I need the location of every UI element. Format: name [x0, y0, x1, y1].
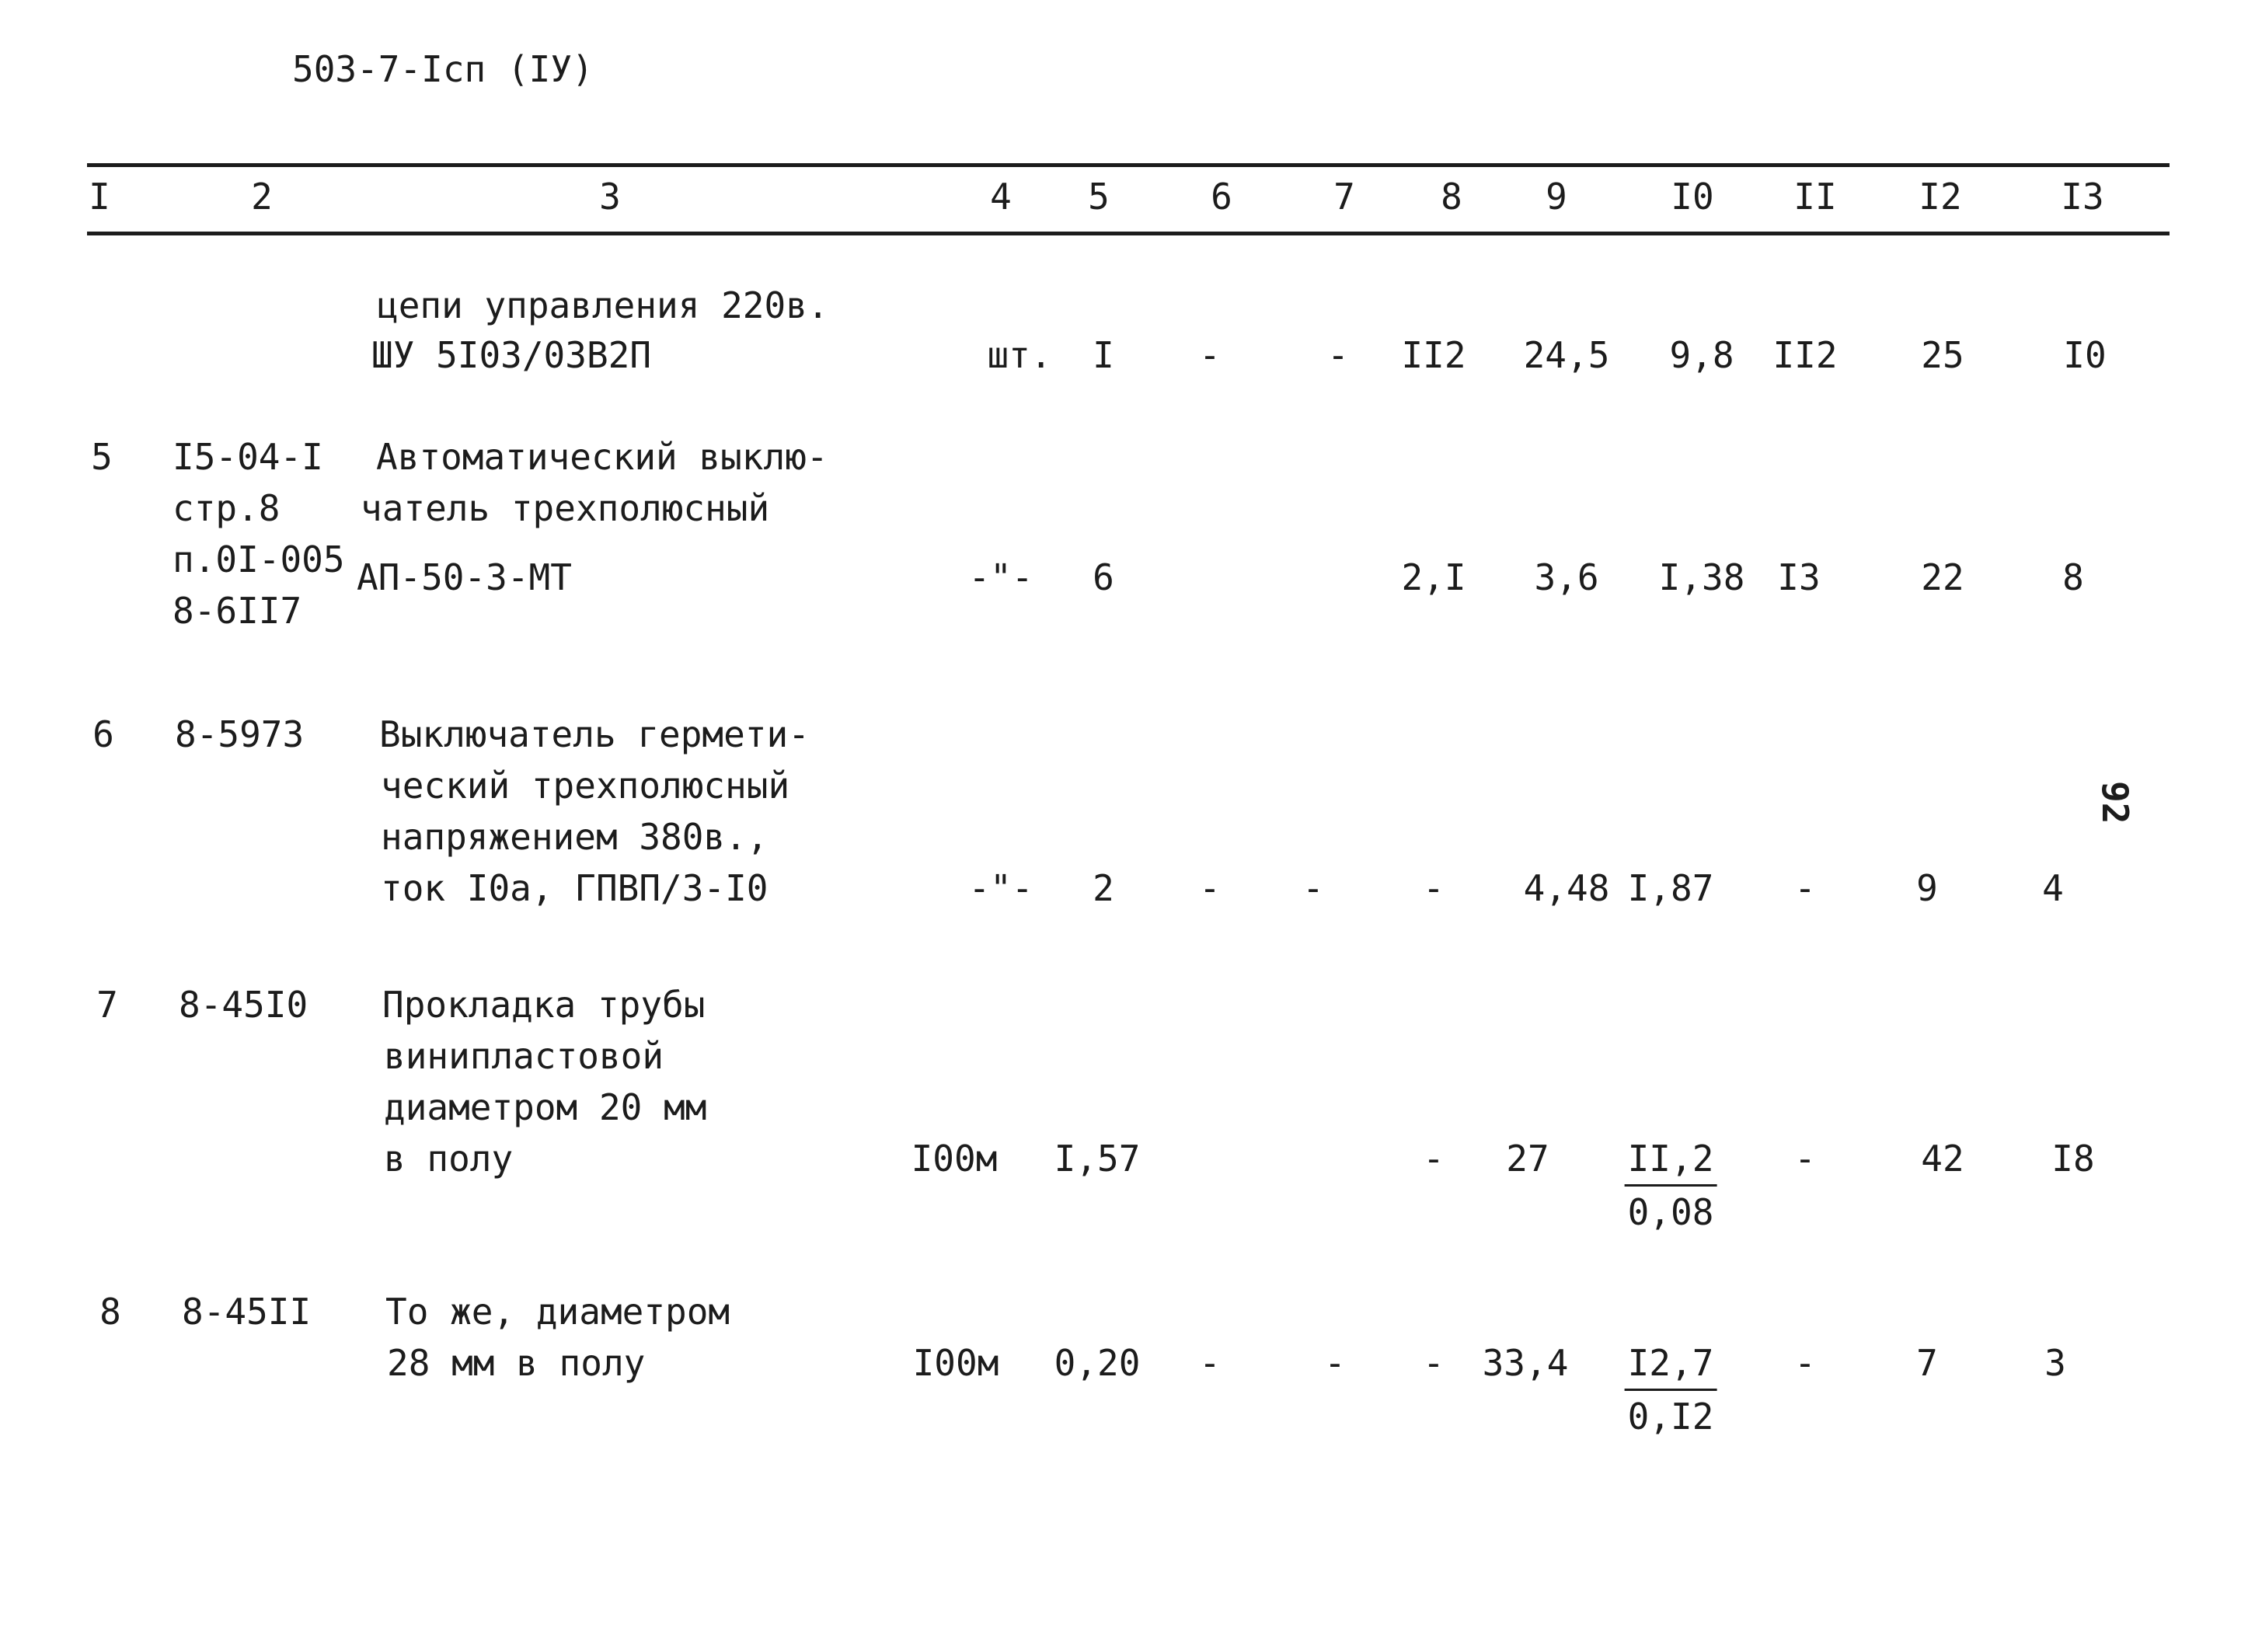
col6-cell: - [1199, 867, 1221, 909]
item-name-line: ток I0а, ГПВП/3-I0 [381, 867, 769, 909]
col7-cell: - [1302, 867, 1324, 909]
item-name-line: ческий трехполюсный [381, 765, 790, 807]
quantity-cell: 2 [1093, 867, 1114, 909]
col12-cell: 22 [1921, 556, 1964, 598]
col11-cell: - [1794, 1342, 1816, 1384]
item-name-line: Автоматический выклю- [376, 436, 828, 478]
col6-cell: - [1199, 334, 1221, 376]
column-header: I2 [1919, 176, 1962, 218]
code-line: п.0I-005 [173, 538, 345, 580]
column-header: 4 [990, 176, 1012, 218]
col10-fraction [1625, 1337, 1717, 1442]
col10-cell: 9,8 [1669, 334, 1734, 376]
col11-cell: II2 [1772, 334, 1838, 376]
item-name-line: Выключатель гермети- [379, 713, 810, 755]
fraction-denominator: 0,I2 [1627, 1396, 1714, 1438]
col10-cell: I,38 [1658, 556, 1745, 598]
col8-cell: - [1423, 867, 1445, 909]
col9-cell: 24,5 [1523, 334, 1610, 376]
col7-cell: - [1324, 1342, 1346, 1384]
col9-cell: 33,4 [1482, 1342, 1569, 1384]
column-header: 2 [251, 176, 273, 218]
unit-cell: -"- [968, 867, 1033, 909]
quantity-cell: 0,20 [1054, 1342, 1141, 1384]
page-number: 92 [2094, 781, 2136, 824]
quantity-cell: I [1093, 334, 1114, 376]
col7-cell: - [1327, 334, 1349, 376]
col10-cell: I,87 [1627, 867, 1714, 909]
col11-cell: - [1794, 867, 1816, 909]
code-line: 8-45I0 [179, 984, 308, 1026]
col13-cell: I0 [2063, 334, 2107, 376]
fraction-denominator: 0,08 [1627, 1191, 1714, 1233]
row-number: 8 [99, 1291, 121, 1333]
column-header: I [89, 176, 110, 218]
col9-cell: 27 [1506, 1138, 1549, 1180]
col9-cell: 4,48 [1523, 867, 1610, 909]
col8-cell: - [1423, 1138, 1445, 1180]
item-name-line: чатель трехполюсный [361, 487, 770, 529]
header-bottom-rule [87, 232, 2170, 235]
code-line: I5-04-I [173, 436, 323, 478]
column-header: 3 [599, 176, 621, 218]
row-number: 6 [92, 713, 114, 755]
item-name-line: цепи управления 220в. [377, 284, 829, 326]
col11-cell: - [1794, 1138, 1816, 1180]
quantity-cell: 6 [1093, 556, 1114, 598]
column-header: 9 [1546, 176, 1567, 218]
item-name-line: винипластовой [384, 1035, 664, 1077]
column-header: 7 [1333, 176, 1355, 218]
col12-cell: 42 [1921, 1138, 1964, 1180]
code-line: 8-45II [182, 1291, 312, 1333]
col6-cell: - [1199, 1342, 1221, 1384]
fraction-numerator: I2,7 [1625, 1337, 1717, 1391]
code-line: стр.8 [173, 487, 281, 529]
col12-cell: 25 [1921, 334, 1964, 376]
col13-cell: I8 [2051, 1138, 2095, 1180]
col12-cell: 7 [1916, 1342, 1938, 1384]
unit-cell: шт. [987, 334, 1052, 376]
col13-cell: 3 [2044, 1342, 2066, 1384]
code-line: 8-6II7 [173, 590, 302, 632]
header-top-rule [87, 163, 2170, 167]
col10-fraction [1625, 1133, 1717, 1238]
item-name-line: в полу [384, 1138, 514, 1180]
col12-cell: 9 [1916, 867, 1938, 909]
unit-cell: I00м [911, 1138, 998, 1180]
column-header: 6 [1211, 176, 1232, 218]
col9-cell: 3,6 [1534, 556, 1599, 598]
row-number: 7 [96, 984, 118, 1026]
item-name-line: АП-50-3-МТ [357, 556, 572, 598]
col8-cell: II2 [1401, 334, 1466, 376]
quantity-cell: I,57 [1054, 1138, 1141, 1180]
col13-cell: 4 [2042, 867, 2064, 909]
column-header: 8 [1441, 176, 1462, 218]
column-header: I0 [1671, 176, 1714, 218]
code-line: 8-5973 [175, 713, 305, 755]
item-name-line: 28 мм в полу [387, 1342, 646, 1384]
item-name-line: диаметром 20 мм [384, 1086, 707, 1128]
column-header: II [1793, 176, 1837, 218]
item-name-line: Прокладка трубы [382, 984, 706, 1026]
col13-cell: 8 [2062, 556, 2084, 598]
col8-cell: - [1423, 1342, 1445, 1384]
item-name-line: То же, диаметром [385, 1291, 730, 1333]
column-header: I3 [2061, 176, 2104, 218]
row-number: 5 [91, 436, 113, 478]
item-name-line: ШУ 5I03/03В2П [371, 334, 652, 376]
col8-cell: 2,I [1401, 556, 1466, 598]
column-header: 5 [1088, 176, 1110, 218]
unit-cell: I00м [912, 1342, 999, 1384]
col11-cell: I3 [1777, 556, 1821, 598]
document-code: 503-7-Iсп (IУ) [292, 48, 594, 90]
fraction-numerator: II,2 [1625, 1133, 1717, 1187]
unit-cell: -"- [968, 556, 1033, 598]
item-name-line: напряжением 380в., [381, 816, 769, 858]
